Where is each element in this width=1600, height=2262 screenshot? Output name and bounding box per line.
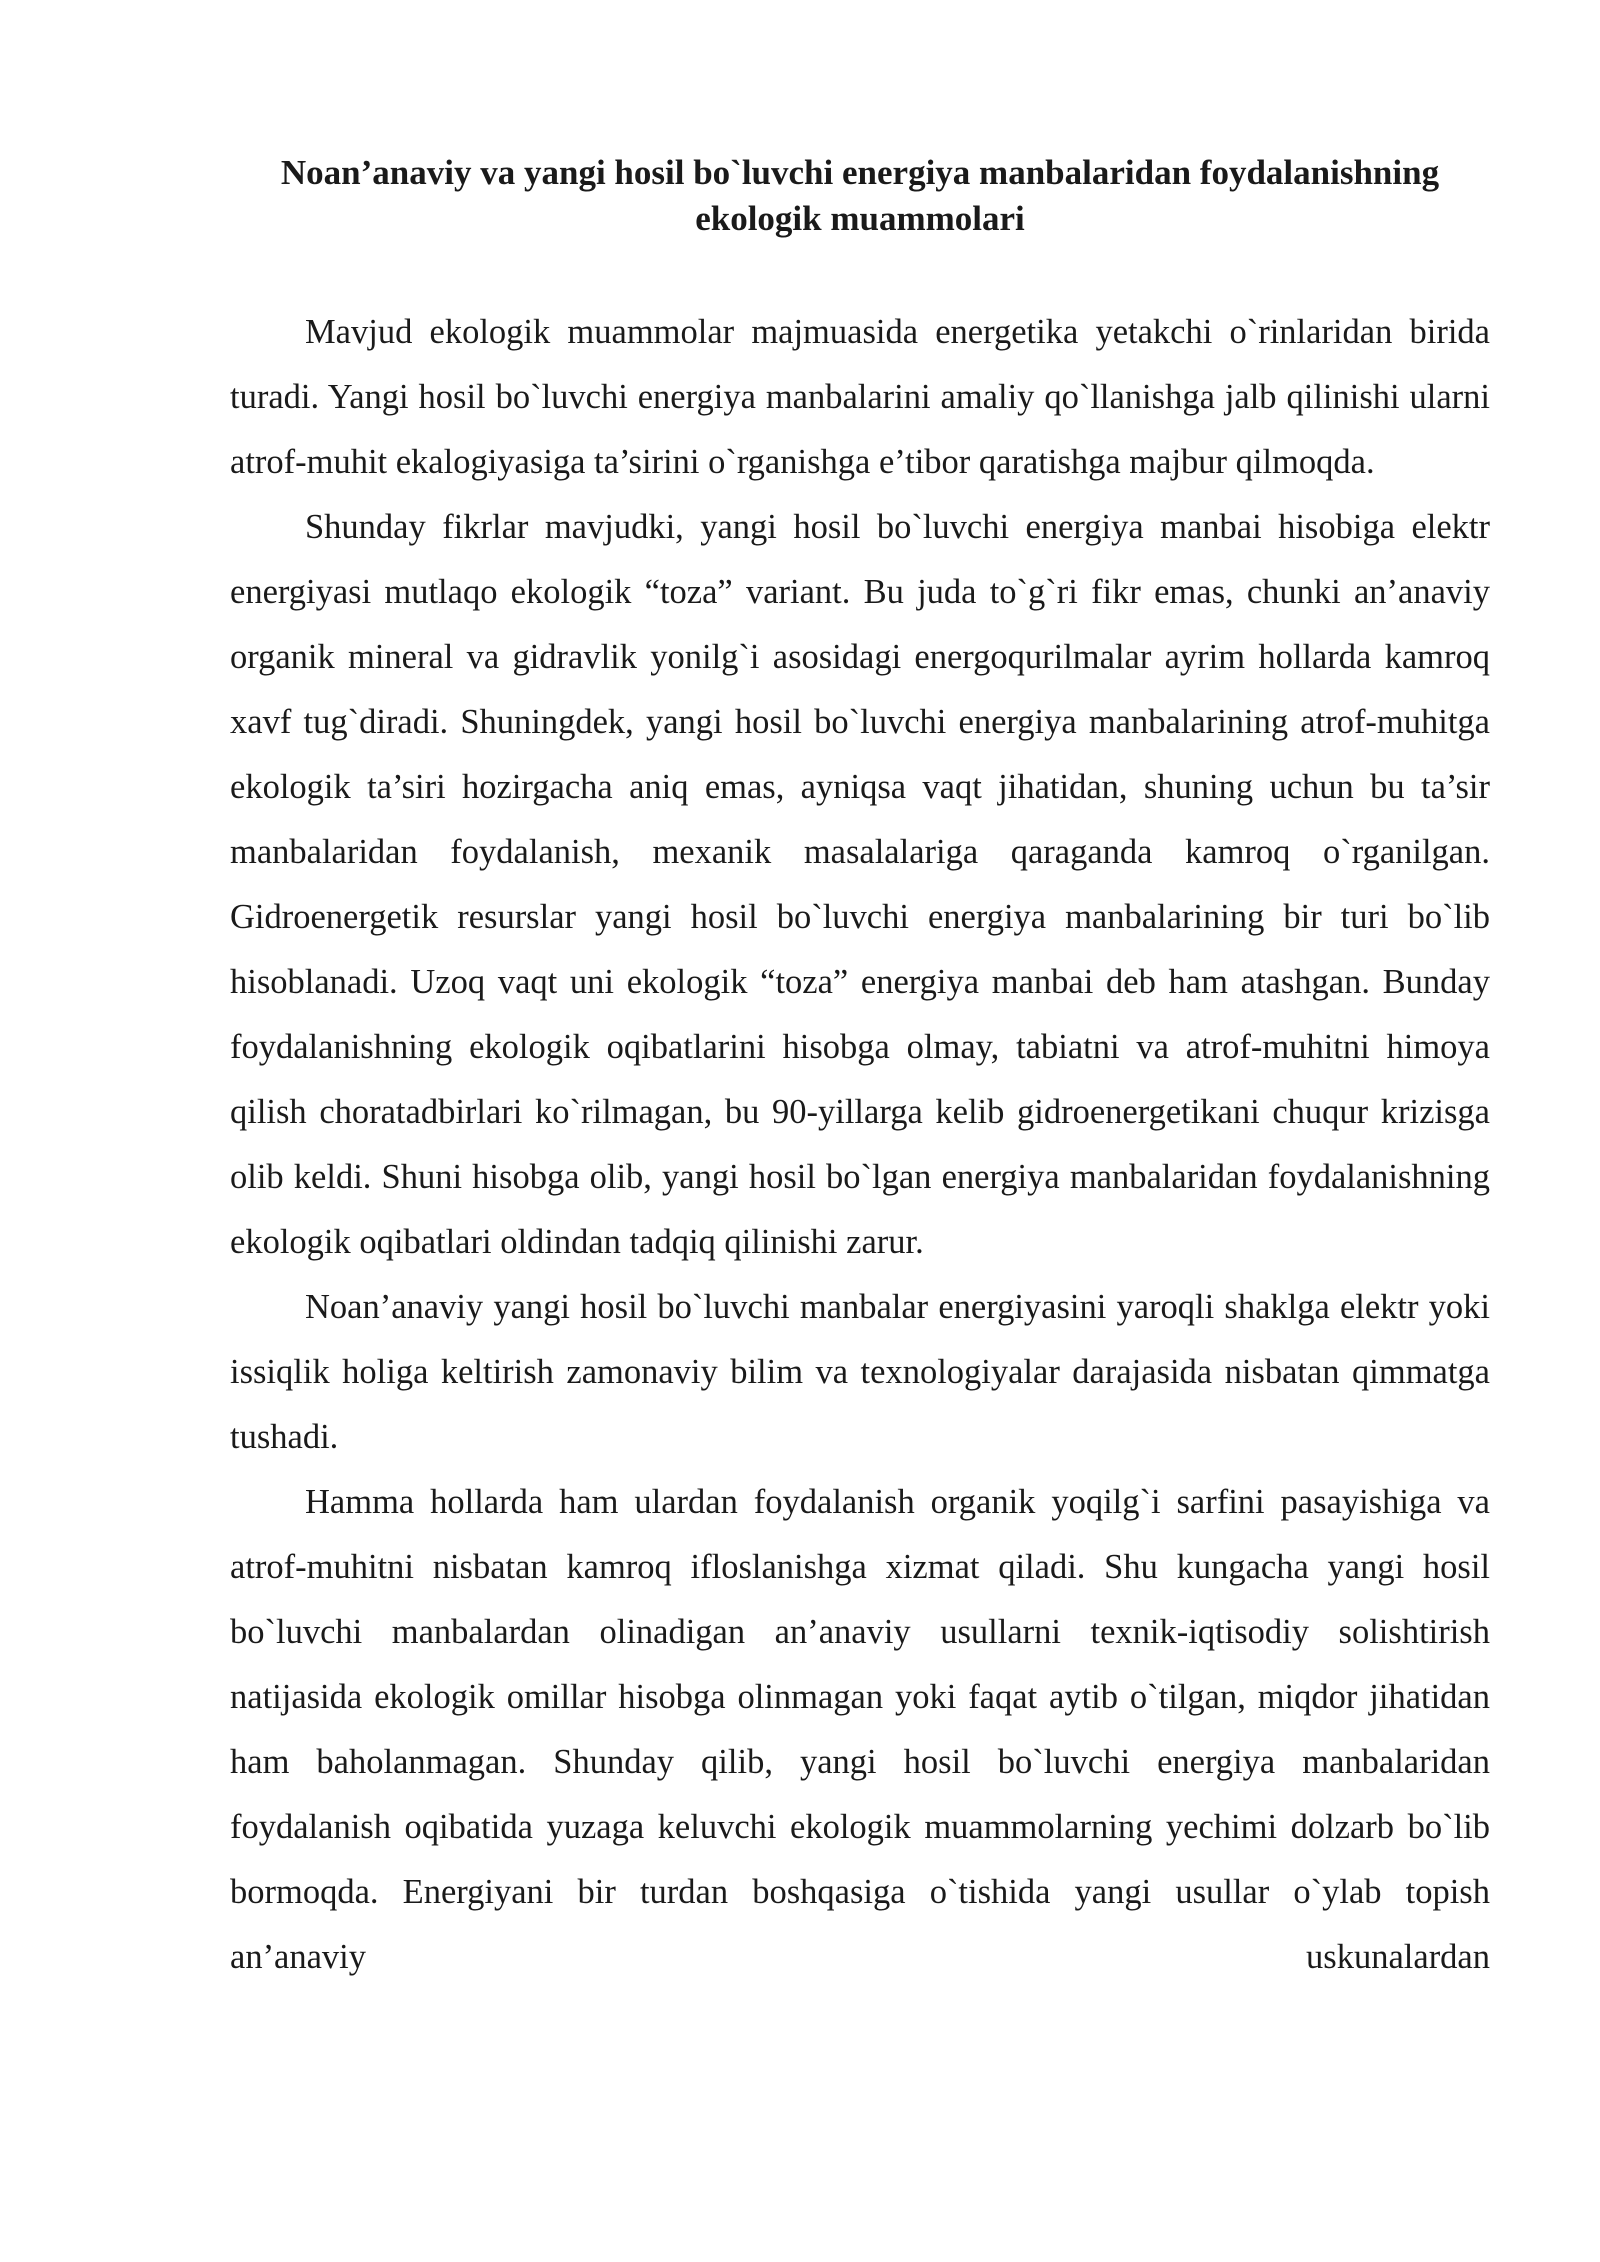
paragraph-3: Noan’anaviy yangi hosil bo`luvchi manbalar energiyasini yaroqli shaklga elektr yoki issiqlik holiga keltirish zamonaviy bilim va texnologiyalar darajasida nisbatan qimmatga tushadi. — [230, 1288, 1490, 1456]
paragraph-2: Shunday fikrlar mavjudki, yangi hosil bo`luvchi energiya manbai hisobiga elektr energiyasi mutlaqo ekologik “toza” variant. Bu juda to`g`ri fikr emas, chunki an’anaviy organik mineral va gidravlik yonilg`i asosidagi energoqurilmalar ayrim hollarda kamroq xavf tug`diradi. Shuningdek, yangi hosil bo`luvchi energiya manbalarining atrof-muhitga ekologik ta’siri hozirgacha aniq emas, ayniqsa vaqt jihatidan, shuning uchun bu ta’sir manbalaridan foydalanish, mexanik masalalariga qaraganda kamroq o`rganilgan. Gidroenergetik resurslar yangi hosil bo`luvchi energiya manbalarining bir turi bo`lib hisoblanadi. Uzoq vaqt uni ekologik “toza” energiya manbai deb ham atashgan. Bunday foydalanishning ekologik oqibatlarini hisobga olmay, tabiatni va atrof-muhitni himoya qilish choratadbirlari ko`rilmagan, bu 90-yillarga kelib gidroenergetikani chuqur krizisga olib keldi. Shuni hisobga olib, yangi hosil bo`lgan energiya manbalaridan foydalanishning ekologik oqibatlari oldindan tadqiq qilinishi zarur. — [230, 508, 1490, 1261]
document-body — [230, 150, 1490, 1990]
title-line-1: Noan’anaviy va yangi hosil bo`luvchi energiya manbalaridan foydalanishning — [280, 153, 1440, 192]
document-title — [230, 150, 1490, 242]
title-line-2: ekologik muammolari — [695, 199, 1025, 238]
paragraph-1: Mavjud ekologik muammolar majmuasida energetika yetakchi o`rinlaridan birida turadi. Yangi hosil bo`luvchi energiya manbalarini amaliy qo`llanishga jalb qilinishi ularni atrof-muhit ekalogiyasiga ta’sirini o`rganishga e’tibor qaratishga majbur qilmoqda. — [230, 313, 1490, 481]
paragraph-4: Hamma hollarda ham ulardan foydalanish organik yoqilg`i sarfini pasayishiga va atrof-muhitni nisbatan kamroq ifloslanishga xizmat qiladi. Shu kungacha yangi hosil bo`luvchi manbalardan olinadigan an’anaviy usullarni texnik-iqtisodiy solishtirish natijasida ekologik omillar hisobga olinmagan yoki faqat aytib o`tilgan, miqdor jihatidan ham baholanmagan. Shunday qilib, yangi hosil bo`luvchi energiya manbalaridan foydalanish oqibatida yuzaga keluvchi ekologik muammolarning yechimi dolzarb bo`lib bormoqda. Energiyani bir turdan boshqasiga o`tishida yangi usullar o`ylab topish an’anaviy uskunalardan — [230, 1483, 1490, 1976]
